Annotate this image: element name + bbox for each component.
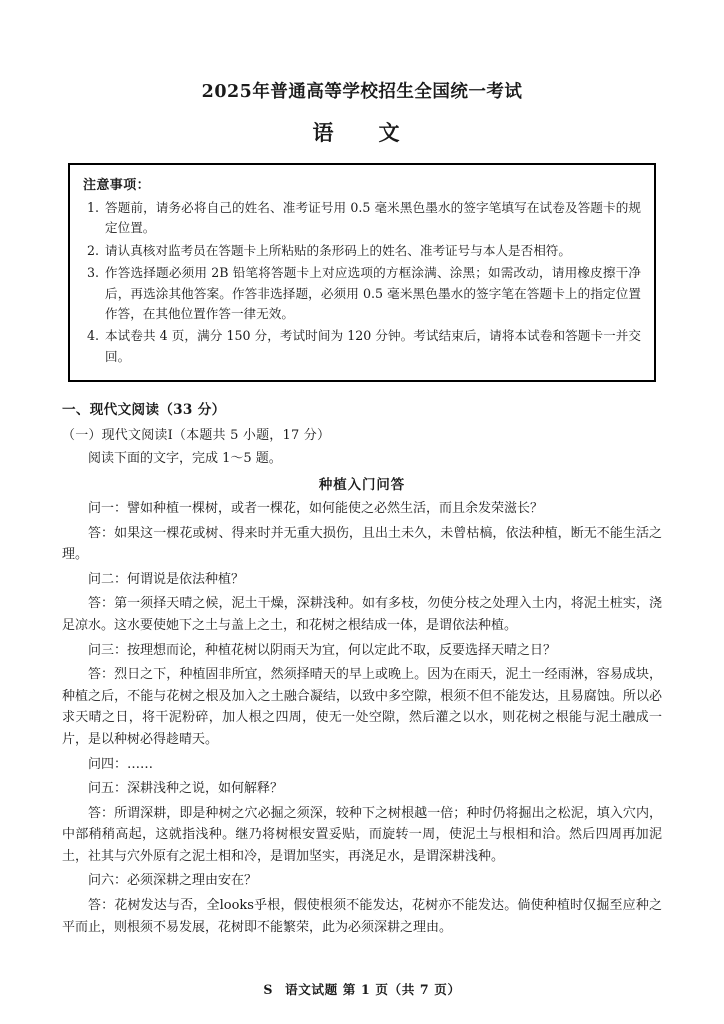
passage-paragraph: 答：所谓深耕，即是种树之穴必掘之须深，较种下之树根越一倍；种时仍将掘出之松泥，填入穴内，中部稍稍高起，这就指浅种。继乃将树根安置妥贴，而旋转一周，使泥土与根相和洽。然后四周再加泥土，社其与穴外原有之泥土相和冷，是谓加坚实，再浇足水，是谓深耕浅种。 [62,805,662,864]
passage-paragraph: 答：如果这一棵花或树、得来时并无重大损伤，且出土未久，未曾枯槁，依法种植，断无不能生活之理。 [62,525,662,563]
footer-text: 语文试题 第 1 页（共 7 页） [285,982,461,997]
passage-paragraph: 问六：必须深耕之理由安在？ [88,873,258,889]
notice-item: 3. 作答选择题必须用 2B 铅笔将答题卡上对应选项的方框涂满、涂黑；如需改动，请用橡皮擦干净后，再选涂其他答案。作答非选择题，必须用 0.5 毫米黑色墨水的签字笔在答题卡上的指定位置作答，在其他位置作答一律无效。 [103,263,641,324]
footer-mark: S [263,982,274,997]
reading-instruction: 阅读下面的文字，完成 1～5 题。 [88,451,282,467]
notice-box [68,163,656,382]
notice-heading: 注意事项： [83,178,151,193]
passage-paragraph: 答：花树发达与否，全looks乎根，假使根须不能发达，花树亦不能发达。倘使种植时仅掘至应种之平而止，则根须不易发展，花树即不能繁荣，此为必须深耕之理由。 [62,898,662,935]
notice-item: 4. 本试卷共 4 页，满分 150 分，考试时间为 120 分钟。考试结束后，请将本试卷和答题卡一并交回。 [103,326,641,367]
notice-list [83,198,641,367]
passage-paragraph: 答：第一须择天晴之候，泥土干燥，深耕浅种。如有多枝，勿使分枝之处理入土内，将泥土桩实，浇足凉水。这水要使她下之土与盖上之土，和花树之根结成一体，是谓依法种植。 [62,596,662,634]
subject-title: 语 文 [312,120,412,145]
passage-paragraph: 问一：譬如种植一棵树，或者一棵花，如何能使之必然生活，而且余发荣滋长？ [88,501,544,517]
notice-item: 1. 答题前，请务必将自己的姓名、准考证号用 0.5 毫米黑色墨水的签字笔填写在试卷及答题卡的规定位置。 [103,198,641,239]
passage-title: 种植入门问答 [318,477,406,494]
page-footer [0,979,724,998]
passage-paragraph: 问二：何谓说是依法种植？ [88,571,245,587]
passage-paragraph: 问四：…… [88,756,154,772]
passage-paragraph: 问五：深耕浅种之说，如何解释？ [88,781,284,797]
subsection-heading: （一）现代文阅读Ⅰ（本题共 5 小题，17 分） [62,428,331,444]
passage-paragraph: 答：烈日之下，种植固非所宜，然须择晴天的早上或晚上。因为在雨天，泥土一经雨淋，容易成块，种植之后，不能与花树之根及加入之土融合凝结，以致中多空隙，根须不但不能发达，且易腐蚀。所以必求天晴之日，将干泥粉碎，加人根之四周，使无一处空隙，然后灌之以水，则花树之根能与泥土融成一片，是以种树必得趁晴天。 [62,667,662,747]
passage-paragraph: 问三：按理想而论，种植花树以阴雨天为宜，何以定此不取，反要选择天晴之日？ [88,642,557,658]
notice-item: 2. 请认真核对监考员在答题卡上所粘贴的条形码上的姓名、准考证号与本人是否相符。 [103,241,641,261]
section-heading: 一、现代文阅读（33 分） [62,402,226,419]
page-title: 2025年普通高等学校招生全国统一考试 [201,82,523,102]
